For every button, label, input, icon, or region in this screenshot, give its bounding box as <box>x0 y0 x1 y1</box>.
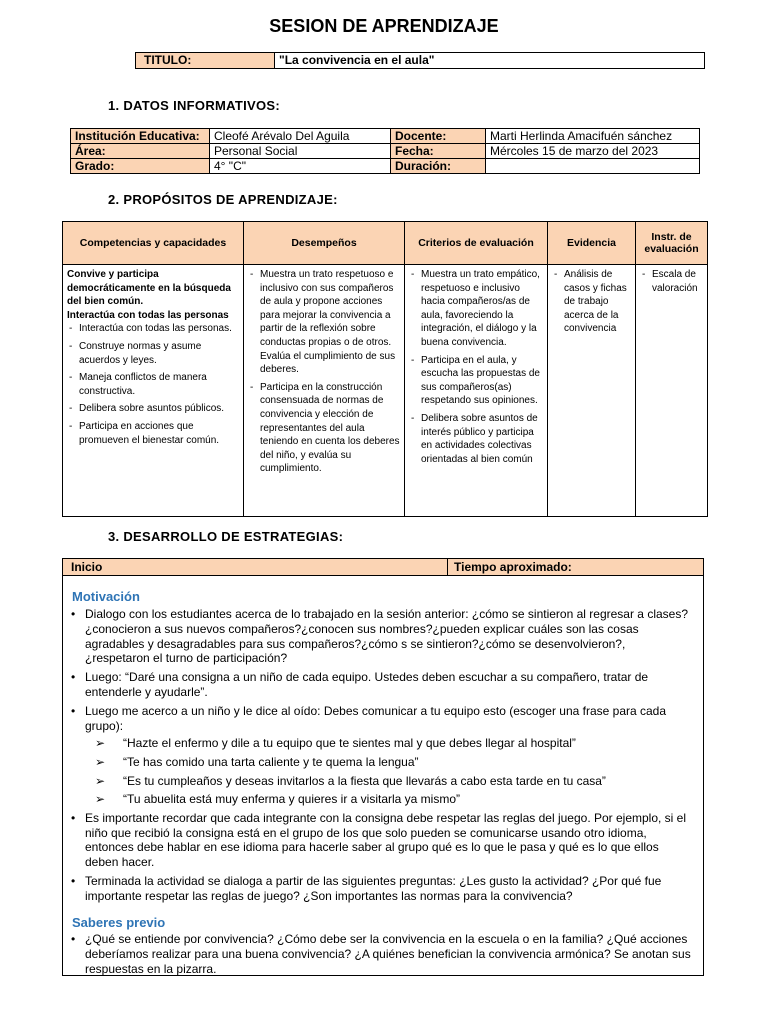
titulo-label: TITULO: <box>136 53 275 69</box>
paragraph: • Es importante recordar que cada integrante con la consigna debe respetar las reglas del juego. Por ejemplo, si el niño que recibió la consigna está en el grupo de los que solo pueden se comunicarse usando otro idioma, entonces debe hablar en ese idioma para hacerle saber al grupo qué es lo que le pasa y qué es lo que ellos deben hacer. <box>71 811 693 870</box>
list-item: - Interactúa con todas las personas. <box>67 322 239 336</box>
document-title: SESION DE APRENDIZAJE <box>269 16 499 36</box>
list-item: - Construye normas y asume acuerdos y leyes. <box>67 340 239 367</box>
tiempo-label: Tiempo aproximado: <box>447 559 572 575</box>
frases-list <box>95 736 693 807</box>
section-propositos-heading: 2. PROPÓSITOS DE APRENDIZAJE: <box>108 192 338 207</box>
list-item: ➢ “Te has comido una tarta caliente y te quema la lengua” <box>95 755 693 770</box>
datos-table <box>70 128 700 174</box>
paragraph: • ¿Qué se entiende por convivencia? ¿Cómo debe ser la convivencia en la escuela o en la familia? ¿Qué acciones deberíamos realizar para una buena convivencia? ¿A quiénes benefician la convivencia armónica? Se anotan sus respuestas en la pizarra. <box>71 932 693 976</box>
capacidad-title: Interactúa con todas las personas <box>67 309 229 321</box>
titulo-value: "La convivencia en el aula" <box>275 53 705 69</box>
header-desempenos: Desempeños <box>244 222 405 265</box>
header-criterios: Criterios de evaluación <box>405 222 548 265</box>
paragraph: • Luego me acerco a un niño y le dice al oído: Debes comunicar a tu equipo esto (escoger una frase para cada grupo): <box>71 704 693 734</box>
institucion-value: Cleofé Arévalo Del Aguila <box>210 129 391 144</box>
paragraph: • Luego: “Daré una consigna a un niño de cada equipo. Ustedes deben escuchar a su compañero, tratar de entenderle y ayudarle”. <box>71 670 693 700</box>
motivacion-content <box>71 607 693 904</box>
list-item: ➢ “Tu abuelita está muy enferma y quieres ir a visitarla ya mismo” <box>95 792 693 807</box>
header-competencias: Competencias y capacidades <box>63 222 244 265</box>
section-desarrollo-heading: 3. DESARROLLO DE ESTRATEGIAS: <box>108 529 344 544</box>
list-item: - Muestra un trato empático, respetuoso e inclusivo hacia compañeros/as de aula, favoreciendo la integración, el diálogo y la buena convivencia. <box>409 268 543 350</box>
inicio-label: Inicio <box>71 560 103 574</box>
grado-label: Grado: <box>71 159 210 174</box>
area-label: Área: <box>71 144 210 159</box>
capacidades-list <box>67 322 239 447</box>
docente-label: Docente: <box>391 129 486 144</box>
paragraph: • Terminada la actividad se dialoga a partir de las siguientes preguntas: ¿Les gusto la actividad? ¿Por qué fue importante respetar las reglas de juego? ¿Son importantes las normas para la convivencia? <box>71 874 693 904</box>
header-instrumento: Instr. de evaluación <box>636 222 708 265</box>
list-item: - Delibera sobre asuntos de interés público y participa en actividades colectivas orientadas al bien común <box>409 412 543 466</box>
list-item: - Maneja conflictos de manera constructiva. <box>67 371 239 398</box>
desarrollo-box <box>62 558 704 976</box>
propositos-table <box>62 221 708 517</box>
list-item: - Participa en la construcción consensuada de normas de convivencia y elección de representantes del aula teniendo en cuenta los deberes del niño, y evalúa su cumplimiento. <box>248 381 400 476</box>
list-item: - Participa en el aula, y escucha las propuestas de sus compañeros(as) respetando sus opiniones. <box>409 354 543 408</box>
desempenos-cell <box>244 265 405 517</box>
titulo-table <box>135 52 705 69</box>
criterios-cell <box>405 265 548 517</box>
list-item: - Delibera sobre asuntos públicos. <box>67 402 239 416</box>
instrumento-cell <box>636 265 708 517</box>
institucion-label: Institución Educativa: <box>71 129 210 144</box>
fecha-value: Mércoles 15 de marzo del 2023 <box>486 144 700 159</box>
list-item: - Muestra un trato respetuoso e inclusivo con sus compañeros de aula y propone acciones para mejorar la convivencia a partir de la reflexión sobre conductas propias o de otros. Evalúa el cumplimiento de sus deberes. <box>248 268 400 377</box>
evidencia-text: - Análisis de casos y fichas de trabajo acerca de la convivencia <box>552 268 631 336</box>
motivacion-title: Motivación <box>72 589 140 604</box>
duracion-label: Duración: <box>391 159 486 174</box>
list-item: - Participa en acciones que promueven el bienestar común. <box>67 420 239 447</box>
fecha-label: Fecha: <box>391 144 486 159</box>
header-evidencia: Evidencia <box>548 222 636 265</box>
competencia-text: Convive y participa democráticamente en la búsqueda del bien común. <box>67 269 231 308</box>
inicio-header <box>63 559 703 576</box>
competencias-cell <box>63 265 244 517</box>
duracion-value <box>486 159 700 174</box>
list-item: ➢ “Hazte el enfermo y dile a tu equipo que te sientes mal y que debes llegar al hospital” <box>95 736 693 751</box>
saberes-title: Saberes previo <box>72 915 166 930</box>
evidencia-cell <box>548 265 636 517</box>
docente-value: Marti Herlinda Amacifuén sánchez <box>486 129 700 144</box>
paragraph: • Dialogo con los estudiantes acerca de lo trabajado en la sesión anterior: ¿cómo se sintieron al regresar a clases?¿conocieron a sus nuevos compañeros?¿conocen sus nombres?¿pueden explicar cuáles son las cosas agradables y desagradables para sus compañeros?¿cómo s se sintieron?¿cómo se desenvolvieron?, ¿respetaron el turno de participación? <box>71 607 693 666</box>
area-value: Personal Social <box>210 144 391 159</box>
section-datos-heading: 1. DATOS INFORMATIVOS: <box>108 98 280 113</box>
list-item: ➢ “Es tu cumpleaños y deseas invitarlos a la fiesta que llevarás a cabo esta tarde en tu casa” <box>95 774 693 789</box>
grado-value: 4° "C" <box>210 159 391 174</box>
instrumento-text: - Escala de valoración <box>640 268 703 295</box>
saberes-content <box>71 932 693 976</box>
